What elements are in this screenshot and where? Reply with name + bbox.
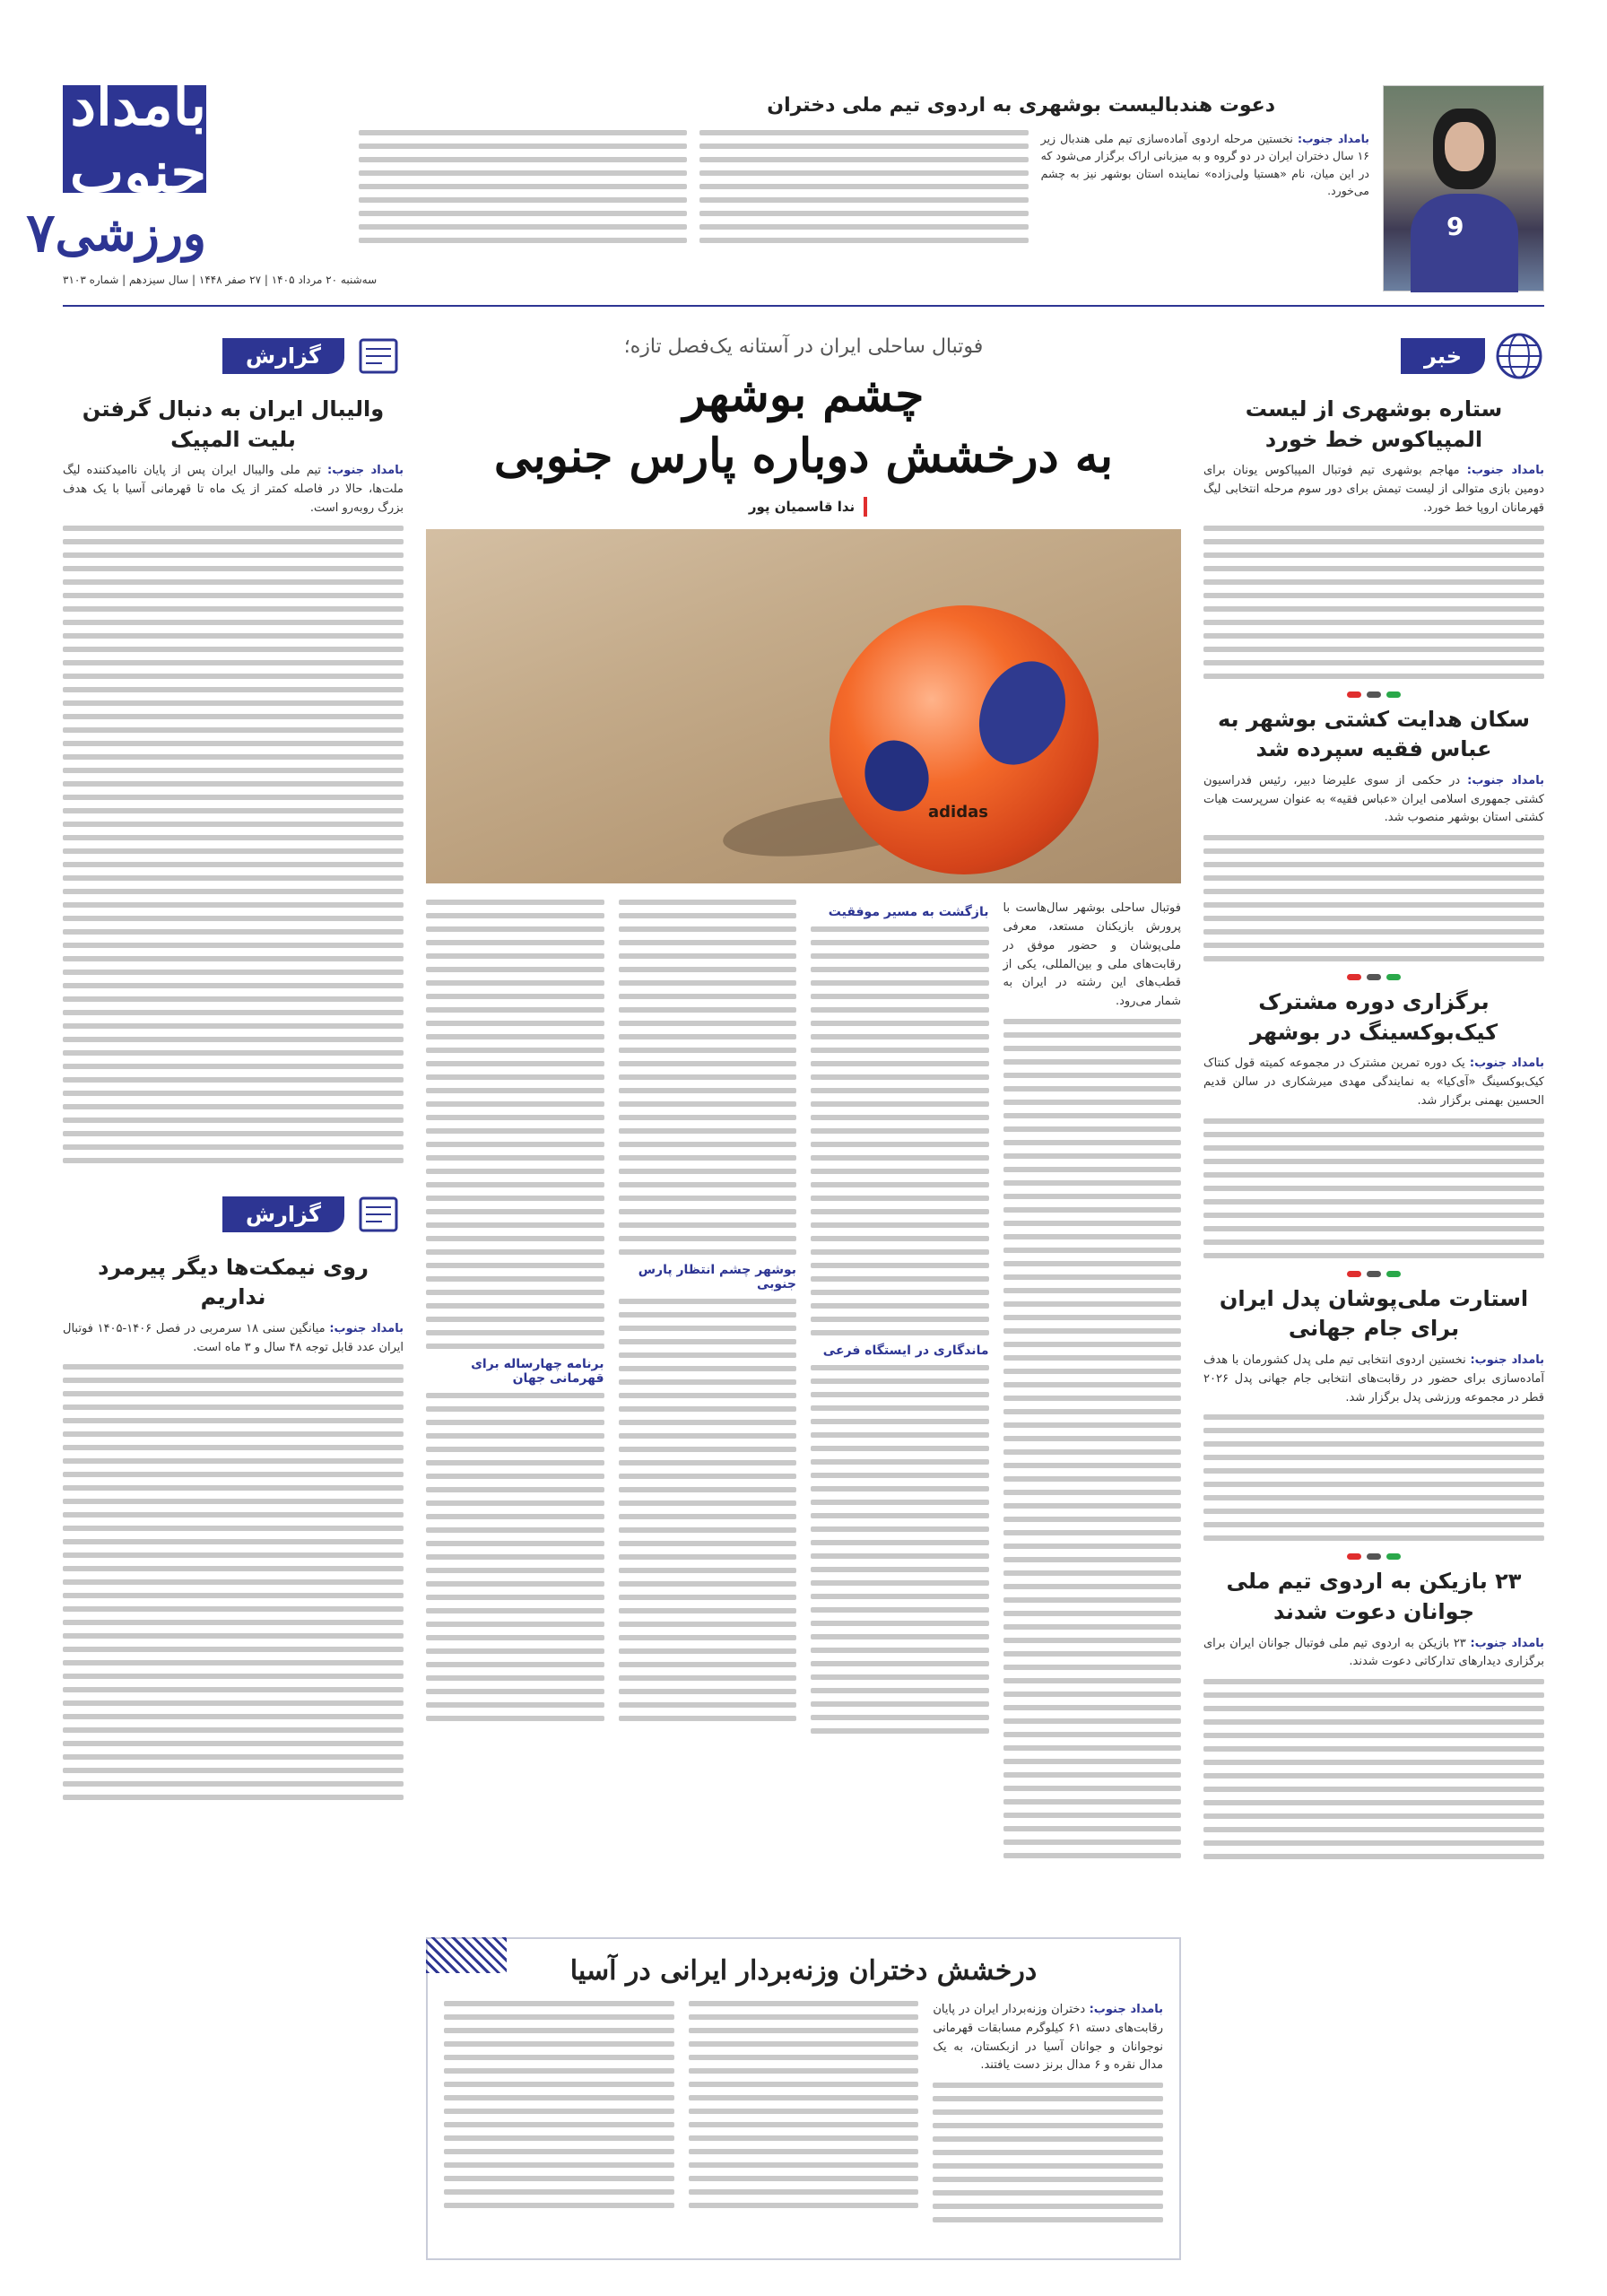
- filler-lines: [689, 2001, 919, 2208]
- filler-lines: [1203, 1679, 1544, 1859]
- section-title: ورزشی: [55, 204, 206, 262]
- filler-lines: [699, 130, 1028, 291]
- separator-dots: [1203, 1553, 1544, 1560]
- ball-brand: adidas: [928, 803, 988, 822]
- filler-lines: [619, 900, 797, 1255]
- section-header: [26, 202, 206, 265]
- separator-dots: [1203, 691, 1544, 698]
- subhead: بازگشت به مسیر موفقیت: [828, 905, 989, 920]
- subhead: بوشهر چشم انتظار پارس جنوبی: [638, 1263, 796, 1292]
- filler-lines: [1203, 835, 1544, 961]
- news-title: برگزاری دوره مشترک کیک‌بوکسینگ در بوشهر: [1249, 989, 1498, 1045]
- bottom-story: [426, 1937, 1181, 2260]
- filler-lines: [426, 1393, 604, 1721]
- main-title: چشم بوشهر به درخشش دوباره پارس جنوبی: [493, 368, 1114, 483]
- report-tag: [63, 330, 404, 382]
- news-tag-label: خبر: [1401, 338, 1485, 374]
- filler-lines: [933, 2083, 1163, 2222]
- football-shape: [830, 605, 1099, 874]
- news-body: بامداد جنوب: نخستین اردوی انتخابی تیم ملی پدل کشورمان با هدف آماده‌سازی برای حضور در رقابت‌های انتخابی جام جهانی پدل ۲۰۲۶ قطر در مجموعه ورزشی پدل برگزار شد.: [1203, 1352, 1545, 1405]
- news-item: [1203, 705, 1544, 962]
- bottom-story-columns: [428, 2001, 1179, 2231]
- filler-lines: [63, 526, 404, 1163]
- report-column: [63, 330, 404, 1808]
- news-item: [1203, 395, 1544, 679]
- header-rule: [63, 305, 1544, 307]
- filler-lines: [426, 900, 604, 1349]
- news-title: ۲۳ بازیکن به اردوی تیم ملی جوانان دعوت شدند: [1226, 1569, 1522, 1624]
- corner-pattern: [426, 1937, 507, 1973]
- separator-dots: [1203, 974, 1544, 980]
- news-body: بامداد جنوب: ۲۳ بازیکن به اردوی تیم ملی فوتبال جوانان ایران برای برگزاری دیدارهای تدارکاتی دعوت شدند.: [1203, 1636, 1545, 1669]
- top-story-title: دعوت هندبالیست بوشهری به اردوی تیم ملی دختران: [767, 94, 1275, 117]
- filler-lines: [63, 1364, 404, 1800]
- author: ندا قاسمیان پور: [740, 497, 867, 517]
- filler-lines: [444, 2001, 674, 2208]
- bottom-story-title: درخشش دختران وزنه‌بردار ایرانی در آسیا: [569, 1955, 1038, 1987]
- news-title: ستاره بوشهری از لیست المپیاکوس خط خورد: [1245, 396, 1503, 452]
- news-title: استارت ملی‌پوشان پدل ایران برای جام جهانی: [1219, 1285, 1529, 1342]
- filler-lines: [811, 926, 989, 1335]
- beach-ball-photo: [426, 529, 1181, 883]
- player-photo: [1383, 85, 1544, 291]
- filler-lines: [1003, 1019, 1182, 1858]
- filler-lines: [1203, 526, 1544, 679]
- newspaper-icon: [353, 1189, 404, 1239]
- filler-lines: [1203, 1118, 1544, 1258]
- subhead: برنامه چهارساله برای قهرمانی جهان: [471, 1357, 604, 1387]
- news-item: [1203, 1284, 1544, 1542]
- logo: بامداد جنوب: [63, 85, 206, 193]
- filler-lines: [811, 1365, 989, 1734]
- byline: [426, 497, 1181, 517]
- report-item: [63, 1253, 404, 1801]
- main-story: [426, 330, 1181, 1866]
- filler-lines: [1203, 1414, 1544, 1541]
- news-body: بامداد جنوب: در حکمی از سوی علیرضا دبیر، رئیس فدراسیون کشتی جمهوری اسلامی ایران «عباس فقیه» به عنوان سرپرست هیات کشتی استان بوشهر منصوب شد.: [1203, 773, 1544, 825]
- news-title: سکان هدایت کشتی بوشهر به عباس فقیه سپرده شد: [1217, 706, 1531, 762]
- report-tag-label: گزارش: [222, 338, 344, 374]
- news-tag: [1203, 330, 1544, 382]
- report-tag: [63, 1188, 404, 1240]
- main-story-columns: [426, 900, 1181, 1866]
- subhead: ماندگاری در ایستگاه فرعی: [822, 1344, 989, 1359]
- page-number: ۷: [26, 202, 56, 265]
- news-body: بامداد جنوب: یک دوره تمرین مشترک در مجموعه کمیته قول کنتاک کیک‌بوکسینگ «آی‌کیا» به نمایندگی مهدی میرشکاری در سالن قدیم الحسین بهمنی برگزار شد.: [1203, 1057, 1544, 1108]
- news-item: [1203, 1567, 1544, 1859]
- bottom-story-text: بامداد جنوب: دختران وزنه‌بردار ایران در پایان رقابت‌های دسته ۶۱ کیلوگرم مسابقات قهرمانی نوجوانان و جوانان آسیا در ازبکستان، به یک مدال نقره و ۶ مدال برنز دست یافتند.: [933, 2003, 1163, 2073]
- news-item: [1203, 987, 1544, 1258]
- news-body: بامداد جنوب: مهاجم بوشهری تیم فوتبال المپیاکوس یونان برای دومین بازی متوالی از لیست تیمش برای دور سوم مرحله انتخابی لیگ قهرمانان اروپا خط خورد.: [1203, 464, 1544, 515]
- face-shape: [1445, 122, 1484, 171]
- report-tag-label: گزارش: [222, 1196, 344, 1232]
- shirt-number: 9: [1446, 212, 1464, 241]
- report-title: روی نیمکت‌ها دیگر پیرمرد نداریم: [98, 1254, 369, 1310]
- top-story-text: بامداد جنوب: نخستین مرحله اردوی آماده‌سازی تیم ملی هندبال زیر ۱۶ سال دختران ایران در دو گروه و به میزبانی اراک برگزار می‌شود که در این میان، نام «هستیا ولی‌زاده» نماینده استان بوشهر نیز به چشم می‌خورد.: [1040, 132, 1369, 198]
- filler-lines: [359, 130, 687, 291]
- top-story-columns: [359, 130, 1369, 291]
- separator-dots: [1203, 1271, 1544, 1277]
- report-body: بامداد جنوب: میانگین سنی ۱۸ سرمربی در فصل ۱۴۰۶-۱۴۰۵ فوتبال ایران عدد قابل توجه ۴۸ سال و ۳ ماه است.: [63, 1321, 404, 1354]
- report-body: بامداد جنوب: تیم ملی والیبال ایران پس از پایان ناامیدکننده لیگ ملت‌ها، حالا در فاصله کمتر از یک ماه تا قهرمانی آسیا با یک هدف بزرگ روبه‌رو است.: [63, 464, 404, 515]
- main-supertitle: فوتبال ساحلی ایران در آستانه یک‌فصل تازه؛: [623, 335, 984, 358]
- main-story-text: فوتبال ساحلی بوشهر سال‌هاست با پرورش بازیکنان مستعد، معرفی ملی‌پوشان و حضور موفق در رقابت‌های ملی و بین‌المللی، یکی از قطب‌های این رشته در ایران به شمار می‌رود.: [1003, 901, 1181, 1009]
- globe-icon: [1494, 331, 1544, 381]
- report-item: [63, 395, 404, 1163]
- date-line: سه‌شنبه ۲۰ مرداد ۱۴۰۵ | ۲۷ صفر ۱۴۴۸ | سال سیزدهم | شماره ۳۱۰۳: [63, 274, 378, 286]
- news-column: [1203, 330, 1544, 1867]
- filler-lines: [619, 1299, 797, 1721]
- report-title: والیبال ایران به دنبال گرفتن بلیت المپیک: [82, 396, 385, 452]
- shirt-shape: [1411, 194, 1518, 292]
- top-story: [359, 85, 1544, 291]
- newspaper-icon: [353, 331, 404, 381]
- masthead: [26, 72, 206, 291]
